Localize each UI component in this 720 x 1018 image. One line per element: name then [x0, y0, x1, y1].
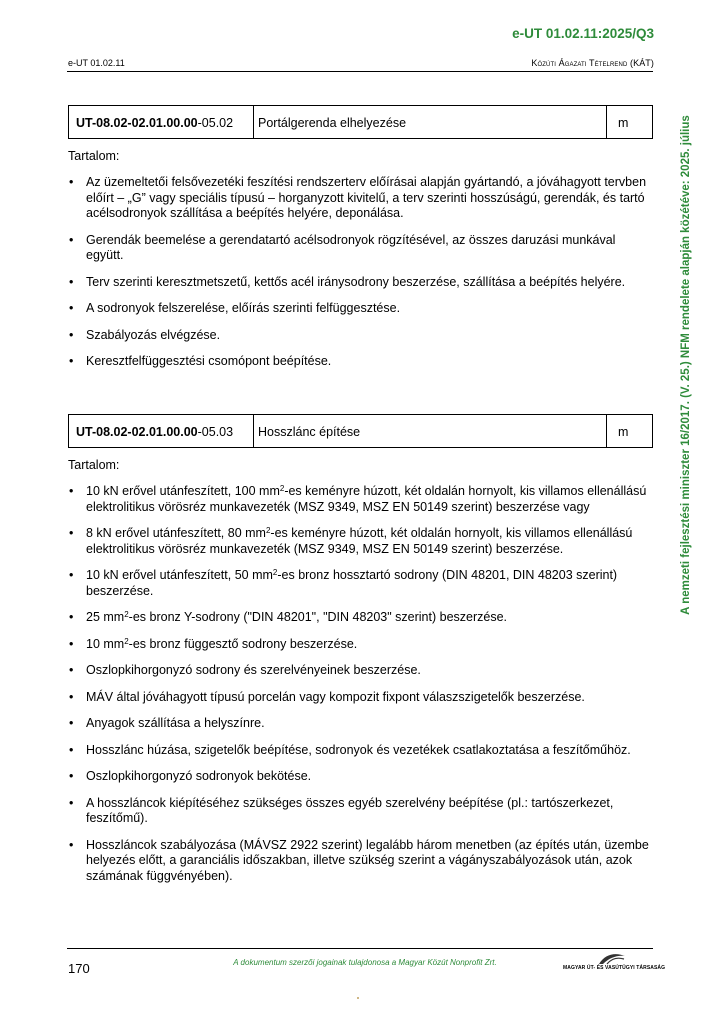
list-item: • 25 $mm^2-es$ bronz Y-sodrony ("DIN 48201", "DIN 48203" szerint) beszerzése. [68, 610, 653, 626]
content-label: Tartalom: [68, 149, 120, 163]
item-name: Portálgerenda elhelyezése [254, 106, 607, 138]
list-item: • 8 kN erővel utánfeszített, 80 $mm^2-es$ keményre húzott, két oldalán hornyolt, kis villamos ellenállású elektrolitikus vörösréz munkavezeték (MSZ 9349, MSZ EN 50149 szerint) beszerzése. [68, 526, 653, 557]
vertical-publication-note: A nemzeti fejlesztési miniszter 16/2017. (V. 25.) NFM rendelete alapján közétéve: 2025. július [680, 115, 692, 615]
item-name: Hosszlánc építése [254, 415, 607, 447]
item-unit: m [618, 116, 629, 130]
header-right: Közúti Ágazati Tételrend (KÁT) [531, 58, 654, 68]
list-item: • Szabályozás elvégzése. [68, 328, 653, 344]
item-code: UT-08.02-02.01.00.00-05.02 [69, 106, 254, 138]
list-item: • Terv szerinti keresztmetszetű, kettős acél iránysodrony beszerzése, szállítása a beépítés helyére. [68, 275, 653, 291]
content-list [68, 484, 653, 884]
list-item: • Hosszláncok szabályozása (MÁVSZ 2922 szerint) legalább három menetben (az építés után, üzembe helyezés előtt, a garanciális időszakban, illetve szükség szerint a vágányszabályozások után, azok számának függvényében). [68, 838, 653, 885]
list-item: • Keresztfelfüggesztési csomópont beépítése. [68, 354, 653, 370]
header-rule [67, 71, 653, 72]
list-item: • Gerendák beemelése a gerendatartó acélsodronyok rögzítésével, az összes daruzási munkával együtt. [68, 233, 653, 264]
logo-text: MAGYAR ÚT- ÉS VASÚTÜGYI TÁRSASÁG [563, 965, 666, 971]
list-item: • A sodronyok felszerelése, előírás szerinti felfüggesztése. [68, 301, 653, 317]
item-unit: m [618, 425, 629, 439]
list-item: • Hosszlánc húzása, szigetelők beépítése, sodronyok és vezetékek csatlakoztatása a feszítőműhöz. [68, 743, 653, 759]
copyright-notice: A dokumentum szerzői jogainak tulajdonosa a Magyar Közút Nonprofit Zrt. [233, 958, 497, 967]
list-item: • 10 $mm^2-es$ bronz függesztő sodrony beszerzése. [68, 637, 653, 653]
logo-swoosh-icon [597, 952, 627, 966]
item-code: UT-08.02-02.01.00.00-05.03 [69, 415, 254, 447]
dot-mark [357, 997, 359, 999]
header-left: e-UT 01.02.11 [68, 58, 125, 68]
content-list [68, 175, 653, 370]
list-item: • Anyagok szállítása a helyszínre. [68, 716, 653, 732]
content-label: Tartalom: [68, 458, 120, 472]
list-item: • Az üzemeltetői felsővezetéki feszítési rendszerterv előírásai alapján gyártandó, a jóváhagyott tervben előírt – „G” vagy speciális típusú – horganyzott kivitelű, a terv szerinti hosszúságú, gerendák, és tartó acélsodronyok szállítása a beépítés helyére, deponálása. [68, 175, 653, 222]
document-code: e-UT 01.02.11:2025/Q3 [512, 26, 654, 41]
list-item: • 10 kN erővel utánfeszített, 50 $mm^2-es$ bronz hossztartó sodrony (DIN 48201, DIN 48203 szerint) beszerzése. [68, 568, 653, 599]
item-header-table [68, 414, 653, 448]
list-item: • MÁV által jóváhagyott típusú porcelán vagy kompozit fixpont válaszszigetelők beszerzése. [68, 690, 653, 706]
list-item: • A hosszláncok kiépítéséhez szükséges összes egyéb szerelvény beépítése (pl.: tartószerkezet, feszítőmű). [68, 796, 653, 827]
list-item: • Oszlopkihorgonyzó sodronyok bekötése. [68, 769, 653, 785]
page-number: 170 [68, 961, 90, 976]
footer-rule [67, 948, 653, 949]
item-header-table [68, 105, 653, 139]
list-item: • 10 kN erővel utánfeszített, 100 $mm^2-es$ keményre húzott, két oldalán hornyolt, kis villamos ellenállású elektrolitikus vörösréz munkavezeték (MSZ 9349, MSZ EN 50149 szerint) beszerzése vagy [68, 484, 653, 515]
list-item: • Oszlopkihorgonyzó sodrony és szerelvényeinek beszerzése. [68, 663, 653, 679]
company-logo [563, 952, 666, 974]
